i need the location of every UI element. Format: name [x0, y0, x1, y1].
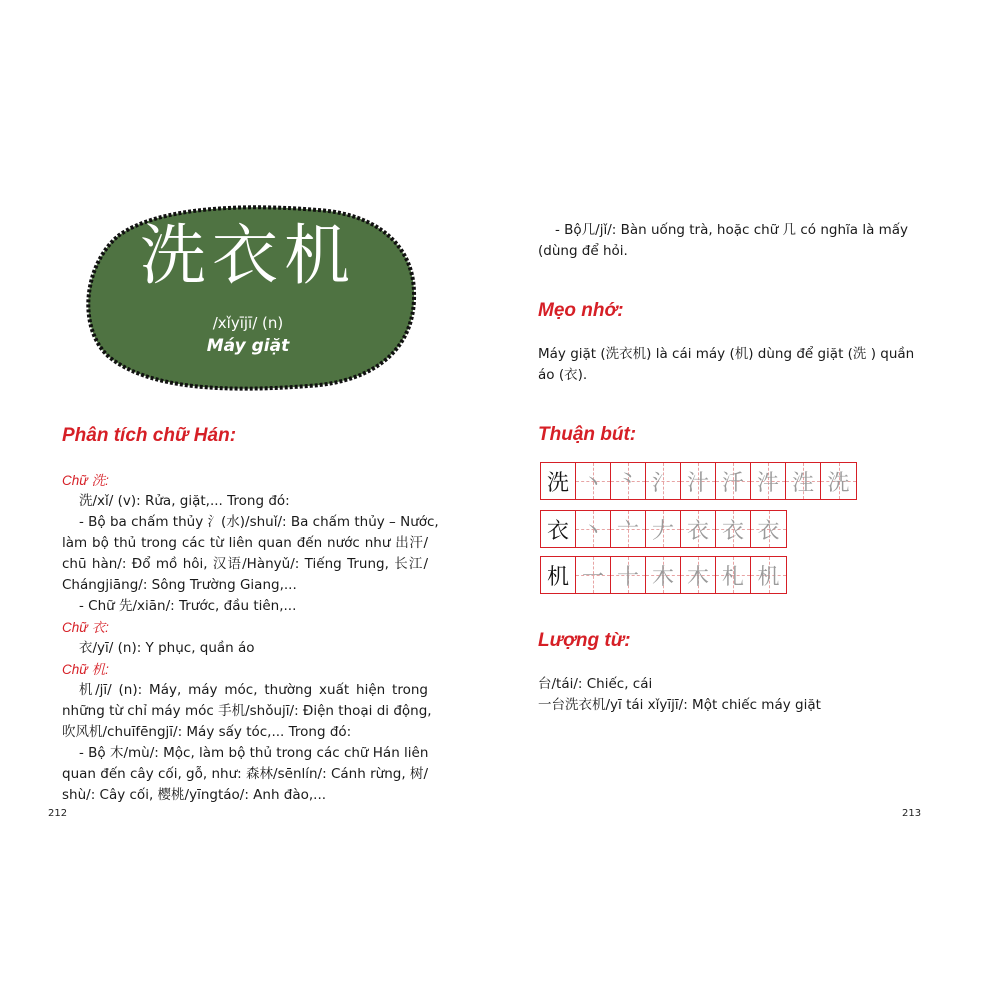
char3-line: quan đến cây cối, gỗ, như: 森林/sēnlín/: Cánh rừng, 树/ [62, 766, 428, 782]
stroke-step-text: 汘 [721, 470, 744, 496]
stroke-step [576, 511, 611, 547]
stroke-char [541, 511, 576, 547]
stroke-char-text: 洗 [546, 470, 569, 496]
char3-line: - Bộ 木/mù/: Mộc, làm bộ thủ trong các chữ Hán liên [79, 745, 429, 761]
stroke-step-text: 衣 [757, 518, 780, 544]
stroke-step [751, 557, 786, 593]
char2-line: 衣/yī/ (n): Y phục, quần áo [79, 640, 255, 656]
title-pinyin: /xǐyījī/ (n) [212, 314, 284, 332]
stroke-step-text: 木 [686, 564, 709, 590]
char3-line: 机/jī/ (n): Máy, máy móc, thường xuất hiện trong [79, 682, 428, 698]
stroke-step-text: 丶 [581, 518, 604, 544]
measure-line: 台/tái/: Chiếc, cái [538, 676, 653, 692]
stroke-step [611, 557, 646, 593]
stroke-step [646, 557, 681, 593]
stroke-row [540, 510, 787, 548]
char3-label: Chữ 机: [62, 662, 109, 677]
stroke-row [540, 556, 787, 594]
stroke-step [681, 557, 716, 593]
stroke-step [611, 463, 646, 499]
stroke-step-text: 木 [651, 564, 674, 590]
analysis-heading: Phân tích chữ Hán: [62, 425, 237, 446]
stroke-step-text: 机 [757, 564, 780, 590]
stroke-step-text: 札 [721, 564, 744, 590]
stroke-step [681, 463, 716, 499]
stroke-step [646, 463, 681, 499]
char1-line: - Bộ ba chấm thủy 氵(水)/shuǐ/: Ba chấm thủy – Nước, [79, 514, 439, 530]
stroke-step [716, 557, 751, 593]
char3-line: những từ chỉ máy móc 手机/shǒujī/: Điện thoại di động, [62, 703, 432, 719]
stroke-step-text: 泩 [791, 470, 814, 496]
stroke-char [541, 463, 576, 499]
stroke-step [576, 463, 611, 499]
stroke-step-text: 一 [581, 564, 604, 590]
intro-block [538, 220, 910, 262]
stroke-heading: Thuận bút: [538, 424, 637, 445]
char1-line: chū hàn/: Đổ mồ hôi, 汉语/Hànyǔ/: Tiếng Trung, 长江/ [62, 556, 428, 572]
stroke-step-text: 𠂇 [651, 518, 674, 544]
measure-block [538, 674, 910, 716]
stroke-char [541, 557, 576, 593]
stroke-step-text: 氵 [651, 470, 674, 496]
page-number-right: 213 [902, 808, 922, 819]
tip-line: Máy giặt (洗衣机) là cái máy (机) dùng để giặt (洗 ) quần [538, 346, 915, 362]
analysis-body [62, 470, 439, 806]
stroke-step [751, 463, 786, 499]
stroke-step [716, 511, 751, 547]
char1-line: Chángjiāng/: Sông Trường Giang,... [62, 577, 297, 593]
stroke-char-text: 衣 [546, 518, 569, 544]
measure-line: 一台洗衣机/yī tái xǐyījī/: Một chiếc máy giặt [538, 697, 821, 713]
stroke-char-text: 机 [546, 564, 569, 590]
char1-line: - Chữ 先/xiān/: Trước, đầu tiên,... [79, 598, 297, 614]
stroke-step [611, 511, 646, 547]
measure-heading: Lượng từ: [538, 630, 631, 651]
tip-line: áo (衣). [538, 367, 588, 383]
stroke-step-text: 汁 [686, 470, 709, 496]
title-meaning: Máy giặt [206, 336, 290, 356]
stroke-step [576, 557, 611, 593]
title-hanzi: 洗衣机 [140, 217, 356, 294]
intro-line: - Bộ几/jǐ/: Bàn uống trà, hoặc chữ 几 có nghĩa là mấy [555, 222, 909, 238]
stroke-step-text: 洗 [827, 470, 850, 496]
char1-line: 洗/xǐ/ (v): Rửa, giặt,... Trong đó: [79, 493, 290, 509]
stroke-step-text: 丶 [581, 470, 604, 496]
stroke-step [681, 511, 716, 547]
page-number-left: 212 [48, 808, 68, 819]
stroke-step [716, 463, 751, 499]
stroke-step [786, 463, 821, 499]
char1-line: làm bộ thủ trong các từ liên quan đến nước như 出汗/ [62, 535, 428, 551]
char3-line: shù/: Cây cối, 樱桃/yīngtáo/: Anh đào,... [62, 787, 327, 803]
stroke-step [751, 511, 786, 547]
intro-line: (dùng để hỏi. [538, 243, 628, 259]
tip-heading: Mẹo nhớ: [538, 300, 624, 321]
char1-label: Chữ 洗: [62, 473, 109, 488]
char2-label: Chữ 衣: [62, 620, 109, 635]
stroke-step-text: 十 [616, 564, 639, 590]
char3-line: 吹风机/chuīfēngjī/: Máy sấy tóc,... Trong đó: [62, 724, 352, 740]
stroke-step-text: 亠 [616, 518, 639, 544]
stroke-step-text: 汼 [756, 470, 779, 496]
stroke-step-text: 衣 [721, 518, 744, 544]
stroke-step [646, 511, 681, 547]
stroke-step [821, 463, 856, 499]
stroke-step-text: ⺀ [616, 470, 639, 496]
tip-block [538, 344, 915, 386]
stroke-row [540, 462, 857, 500]
stroke-step-text: 衣 [686, 518, 709, 544]
